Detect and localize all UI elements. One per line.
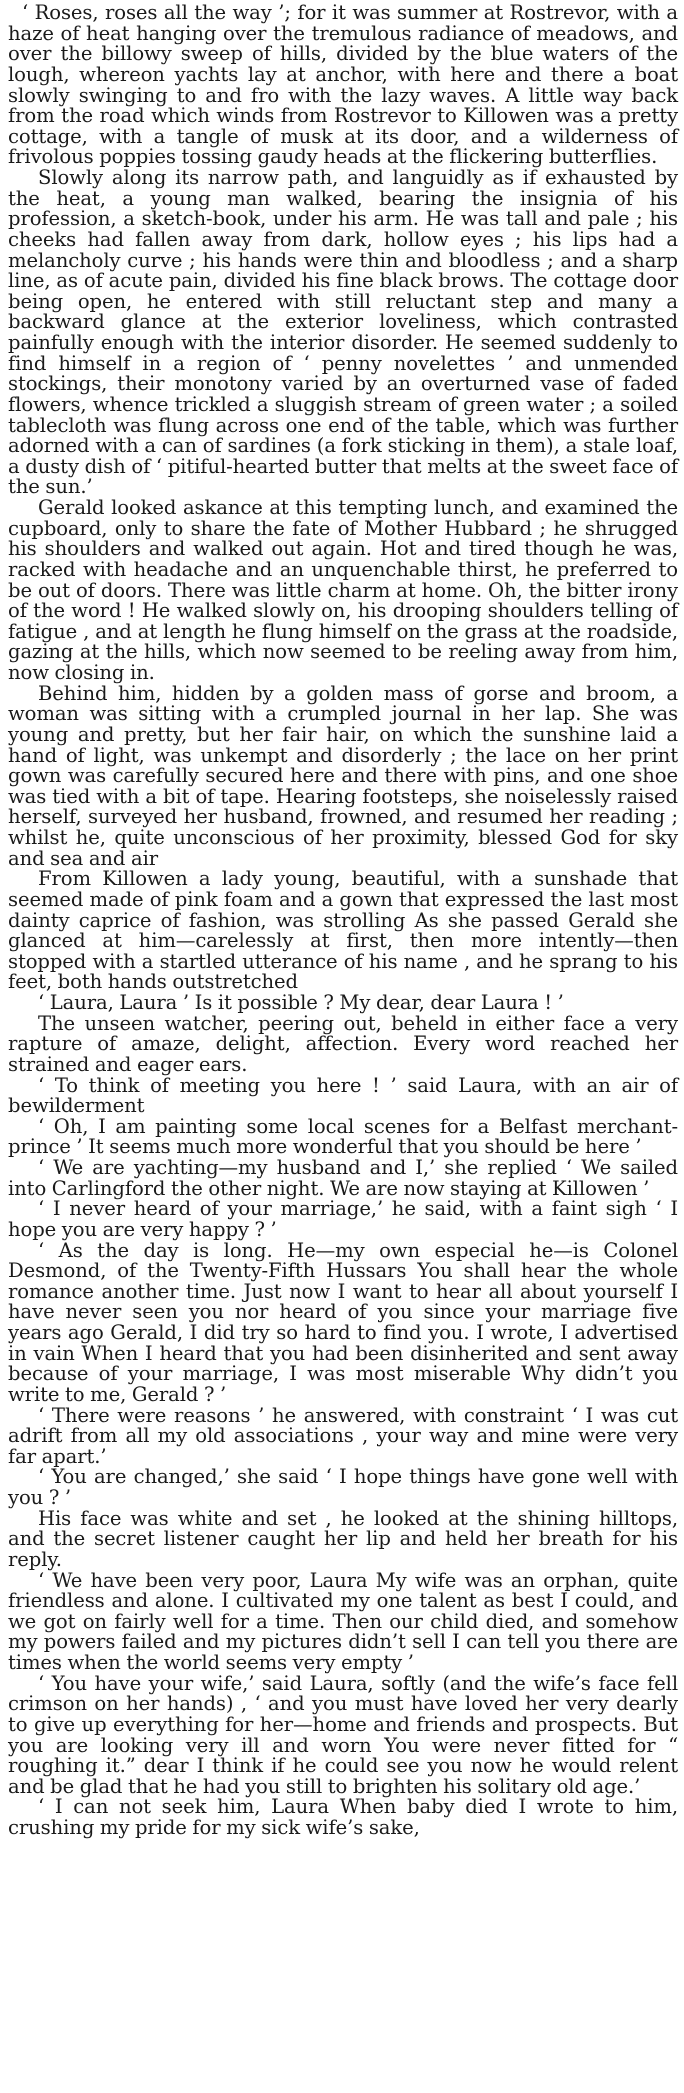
dialogue-paragraph: ‘ Oh, I am painting some local scenes for a Belfast merchant-prince ’ It seems much more wonderful that you should be here ’ [8,1114,678,1159]
dialogue-paragraph: ‘ I can not seek him, Laura When baby died I wrote to him, crushing my pride for my sick wife’s sake, [8,1795,678,1839]
dialogue-paragraph: ‘ You are changed,’ she said ‘ I hope things have gone well with you ? ’ [8,1465,678,1509]
paragraph: ‘ Roses, roses all the way ’; for it was summer at Rostrevor, with a haze of heat hanging over the tremulous radiance of meadows, and over the billowy sweep of hills, divided by the blue waters of the lough, whereon yachts lay at anchor, with here and there a boat slowly swinging to and fro with the lazy waves. A little way back from the road which winds from Rostrevor to Killowen was a pretty cottage, with a tangle of musk at its door, and a wilderness of frivolous poppies tossing gaudy heads at the flickering butterflies. [8,1,678,169]
dialogue-paragraph: ‘ You have your wife,’ said Laura, softly (and the wife’s face fell crimson on her hands) , ‘ and you must have loved her very dearly to give up everything for her—home and friends and prospects. But you are looking very ill and worn You were never fitted for “ roughing it.” dear I think if he could see you now he would relent and be glad that he had you still to brighten his solitary old age.’ [8,1671,678,1798]
dialogue-paragraph: ‘ I never heard of your marriage,’ he said, with a faint sigh ‘ I hope you are very happy ? ’ [8,1197,678,1241]
dialogue-paragraph: ‘ We are yachting—my husband and I,’ she replied ‘ We sailed into Carlingford the other night. We are now staying at Killowen ’ [8,1156,678,1200]
dialogue-paragraph: ‘ As the day is long. He—my own especial he—is Colonel Desmond, of the Twenty-Fifth Hussars You shall hear the whole romance another time. Just now I want to hear all about yourself I have never seen you nor heard of you since your marriage five years ago Gerald, I did try so hard to find you. I wrote, I advertised in vain When I heard that you had been disinherited and sent away because of your marriage, I was most miserable Why didn’t you write to me, Gerald ? ’ [8,1238,678,1406]
paragraph: From Killowen a lady young, beautiful, with a sunshade that seemed made of pink foam and a gown that expressed the last most dainty caprice of fashion, was strolling As she passed Gerald she glanced at him—carelessly at first, then more intently—then stopped with a startled utterance of his name , and he sprang to his feet, both hands outstretched [8,867,678,994]
paragraph: His face was white and set , he looked at the shining hilltops, and the secret listener caught her lip and held her breath for his reply. [8,1506,678,1571]
dialogue-paragraph: ‘ To think of meeting you here ! ’ said Laura, with an air of bewilderment [8,1073,678,1118]
paragraph: Gerald looked askance at this tempting lunch, and examined the cupboard, only to share the fate of Mother Hubbard ; he shrugged his shoulders and walked out again. Hot and tired though he was, racked with headache and an unquenchable thirst, he preferred to be out of doors. There was little charm at home. Oh, the bitter irony of the word ! He walked slowly on, his drooping shoulders telling of fatigue , and at length he flung himself on the grass at the roadside, gazing at the hills, which now seemed to be reeling away from him, now closing in. [8,496,678,684]
paragraph: Slowly along its narrow path, and languidly as if exhausted by the heat, a young man walked, bearing the insignia of his profession, a sketch-book, under his arm. He was tall and pale ; his cheeks had fallen away from dark, hollow eyes ; his lips had a melancholy curve ; his hands were thin and bloodless ; and a sharp line, as of acute pain, divided his fine black brows. The cottage door being open, he entered with still reluctant step and many a backward glance at the exterior loveliness, which contrasted painfully enough with the interior disorder. He seemed suddenly to find himself in a region of ‘ penny novelettes ’ and unmended stockings, their monotony varied by an overturned vase of faded flowers, whence trickled a sluggish stream of green water ; a soiled tablecloth was flung across one end of the table, which was further adorned with a can of sardines (a fork sticking in them), a stale loaf, a dusty dish of ‘ pitiful-hearted butter that melts at the sweet face of the sun.’ [8,166,678,499]
dialogue-paragraph: ‘ Laura, Laura ’ Is it possible ? My dear, dear Laura ! ’ [38,991,564,1014]
paragraph: Behind him, hidden by a golden mass of gorse and broom, a woman was sitting with a crumpled journal in her lap. She was young and pretty, but her fair hair, on which the sunshine laid a hand of light, was unkempt and disorderly ; the lace on her print gown was carefully secured here and there with pins, and one shoe was tied with a bit of tape. Hearing footsteps, she noiselessly raised herself, surveyed her husband, frowned, and resumed her reading ; whilst he, quite unconscious of her proximity, blessed God for sky and sea and air [8,681,678,870]
dialogue-paragraph: ‘ There were reasons ’ he answered, with constraint ‘ I was cut adrift from all my old associations , your way and mine were very far apart.’ [8,1403,678,1468]
paragraph: The unseen watcher, peering out, beheld in either face a very rapture of amaze, delight, affection. Every word reached her strained and eager ears. [8,1011,678,1076]
dialogue-paragraph: ‘ We have been very poor, Laura My wife was an orphan, quite friendless and alone. I cultivated my one talent as best I could, and we got on fairly well for a time. Then our child died, and somehow my powers failed and my pictures didn’t sell I can tell you there are times when the world seems very empty ’ [8,1568,678,1674]
